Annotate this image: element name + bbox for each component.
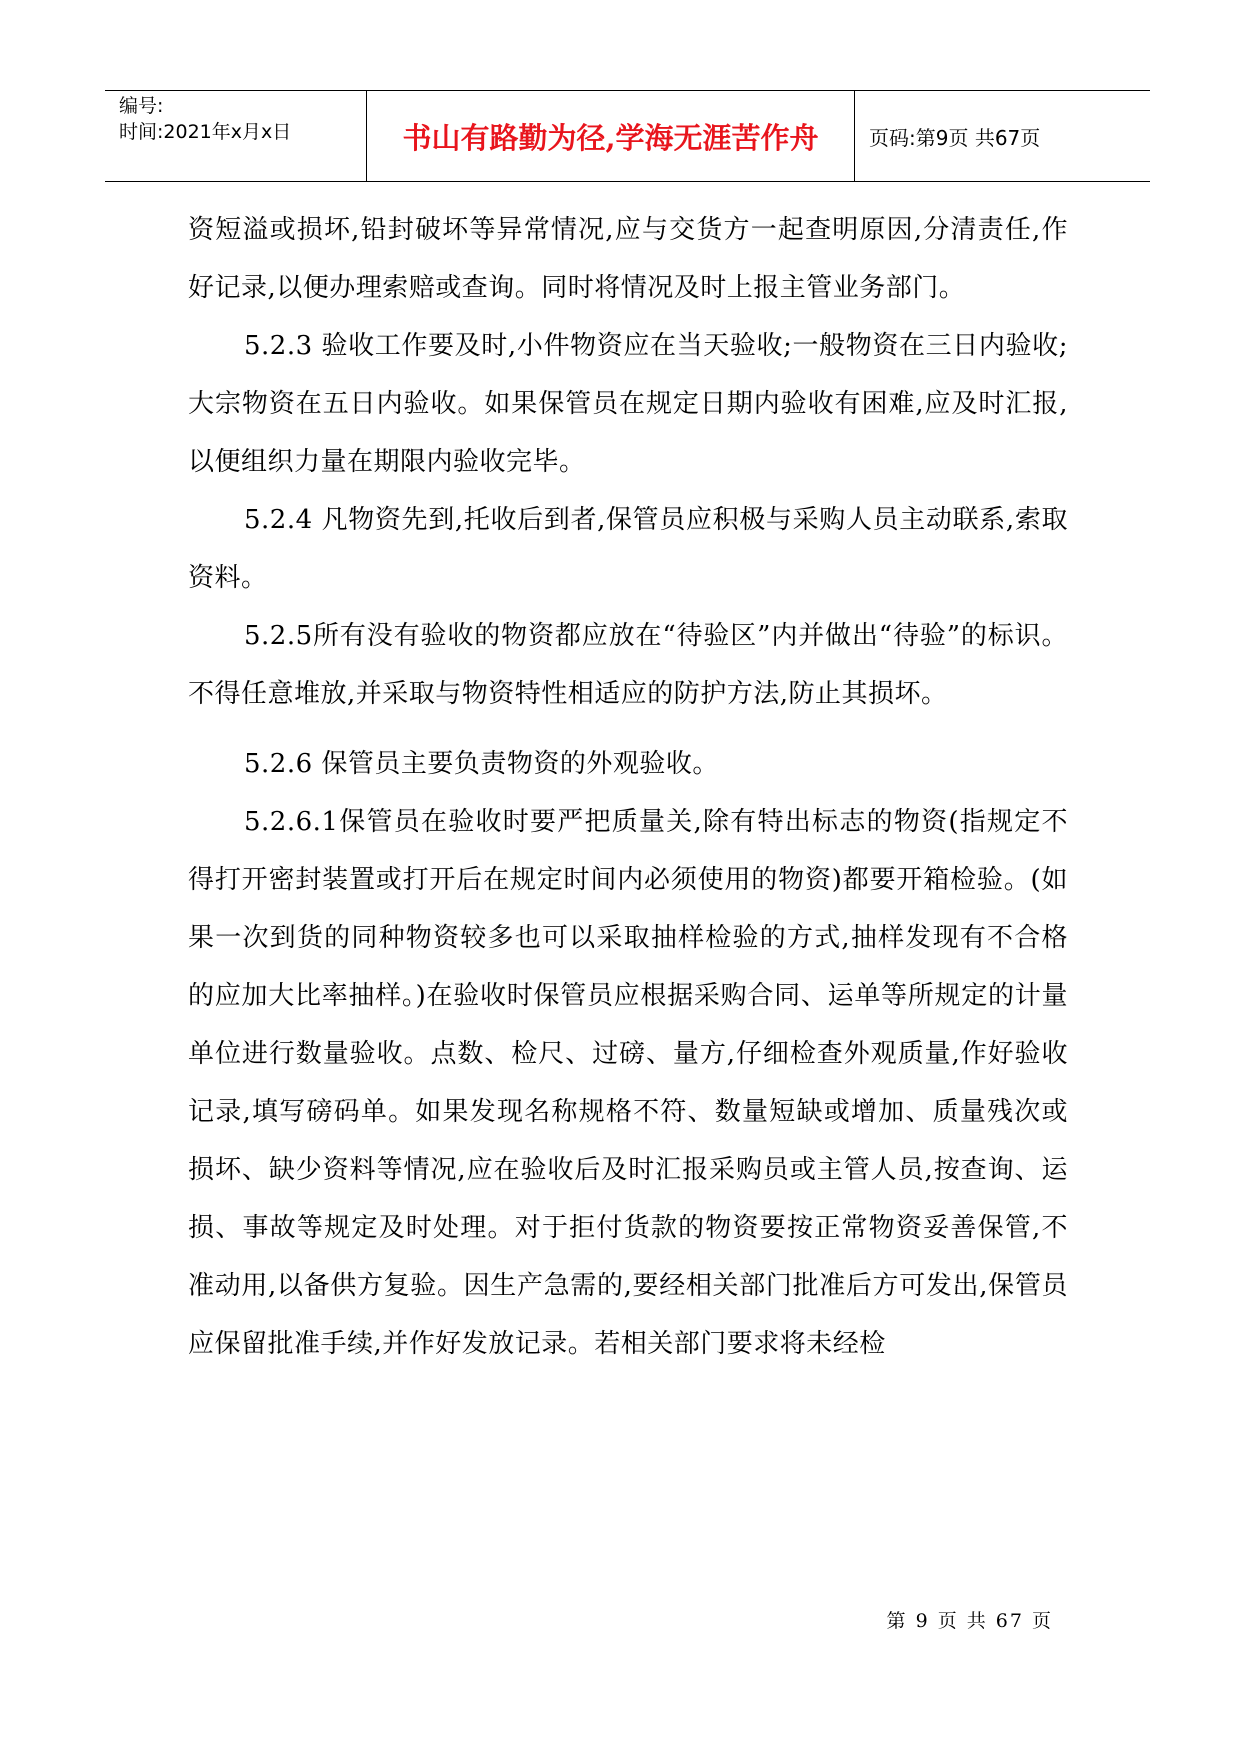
page-header: [105, 90, 1150, 182]
page-footer-number: 第 9 页 共 67 页: [886, 1610, 1053, 1632]
paragraph-5-2-6-1: 5.2.6.1保管员在验收时要严把质量关,除有特出标志的物资(指规定不得打开密封装置或打开后在规定时间内必须使用的物资)都要开箱检验。(如果一次到货的同种物资较多也可以采取抽样检验的方式,抽样发现有不合格的应加大比率抽样。)在验收时保管员应根据采购合同、运单等所规定的计量单位进行数量验收。点数、检尺、过磅、量方,仔细检查外观质量,作好验收记录,填写磅码单。如果发现名称规格不符、数量短缺或增加、质量残次或损坏、缺少资料等情况,应在验收后及时汇报采购员或主管人员,按查询、运损、事故等规定及时处理。对于拒付货款的物资要按正常物资妥善保管,不准动用,以备供方复验。因生产急需的,要经相关部门批准后方可发出,保管员应保留批准手续,并作好发放记录。若相关部门要求将未经检: [188, 807, 1068, 1359]
document-number-label: 编号:: [119, 95, 164, 117]
paragraph-5-2-5: 5.2.5所有没有验收的物资都应放在“待验区”内并做出“待验”的标识。不得任意堆放,并采取与物资特性相适应的防护方法,防止其损坏。: [188, 621, 1068, 709]
document-date: 时间:2021年x月x日: [119, 121, 292, 143]
paragraph-5-2-6: 5.2.6 保管员主要负责物资的外观验收。: [244, 749, 719, 779]
header-meta: [105, 91, 367, 181]
header-page-info: 页码:第9页 共67页: [869, 125, 1041, 150]
paragraph-5-2-4: 5.2.4 凡物资先到,托收后到者,保管员应积极与采购人员主动联系,索取资料。: [188, 505, 1068, 593]
paragraph-5-2-3: 5.2.3 验收工作要及时,小件物资应在当天验收;一般物资在三日内验收;大宗物资在五日内验收。如果保管员在规定日期内验收有困难,应及时汇报,以便组织力量在期限内验收完毕。: [188, 331, 1068, 477]
document-body: [188, 201, 1068, 1373]
paragraph-continued: 资短溢或损坏,铅封破坏等异常情况,应与交货方一起查明原因,分清责任,作好记录,以便办理索赔或查询。同时将情况及时上报主管业务部门。: [188, 215, 1068, 303]
header-motto: 书山有路勤为径,学海无涯苦作舟: [367, 91, 855, 181]
